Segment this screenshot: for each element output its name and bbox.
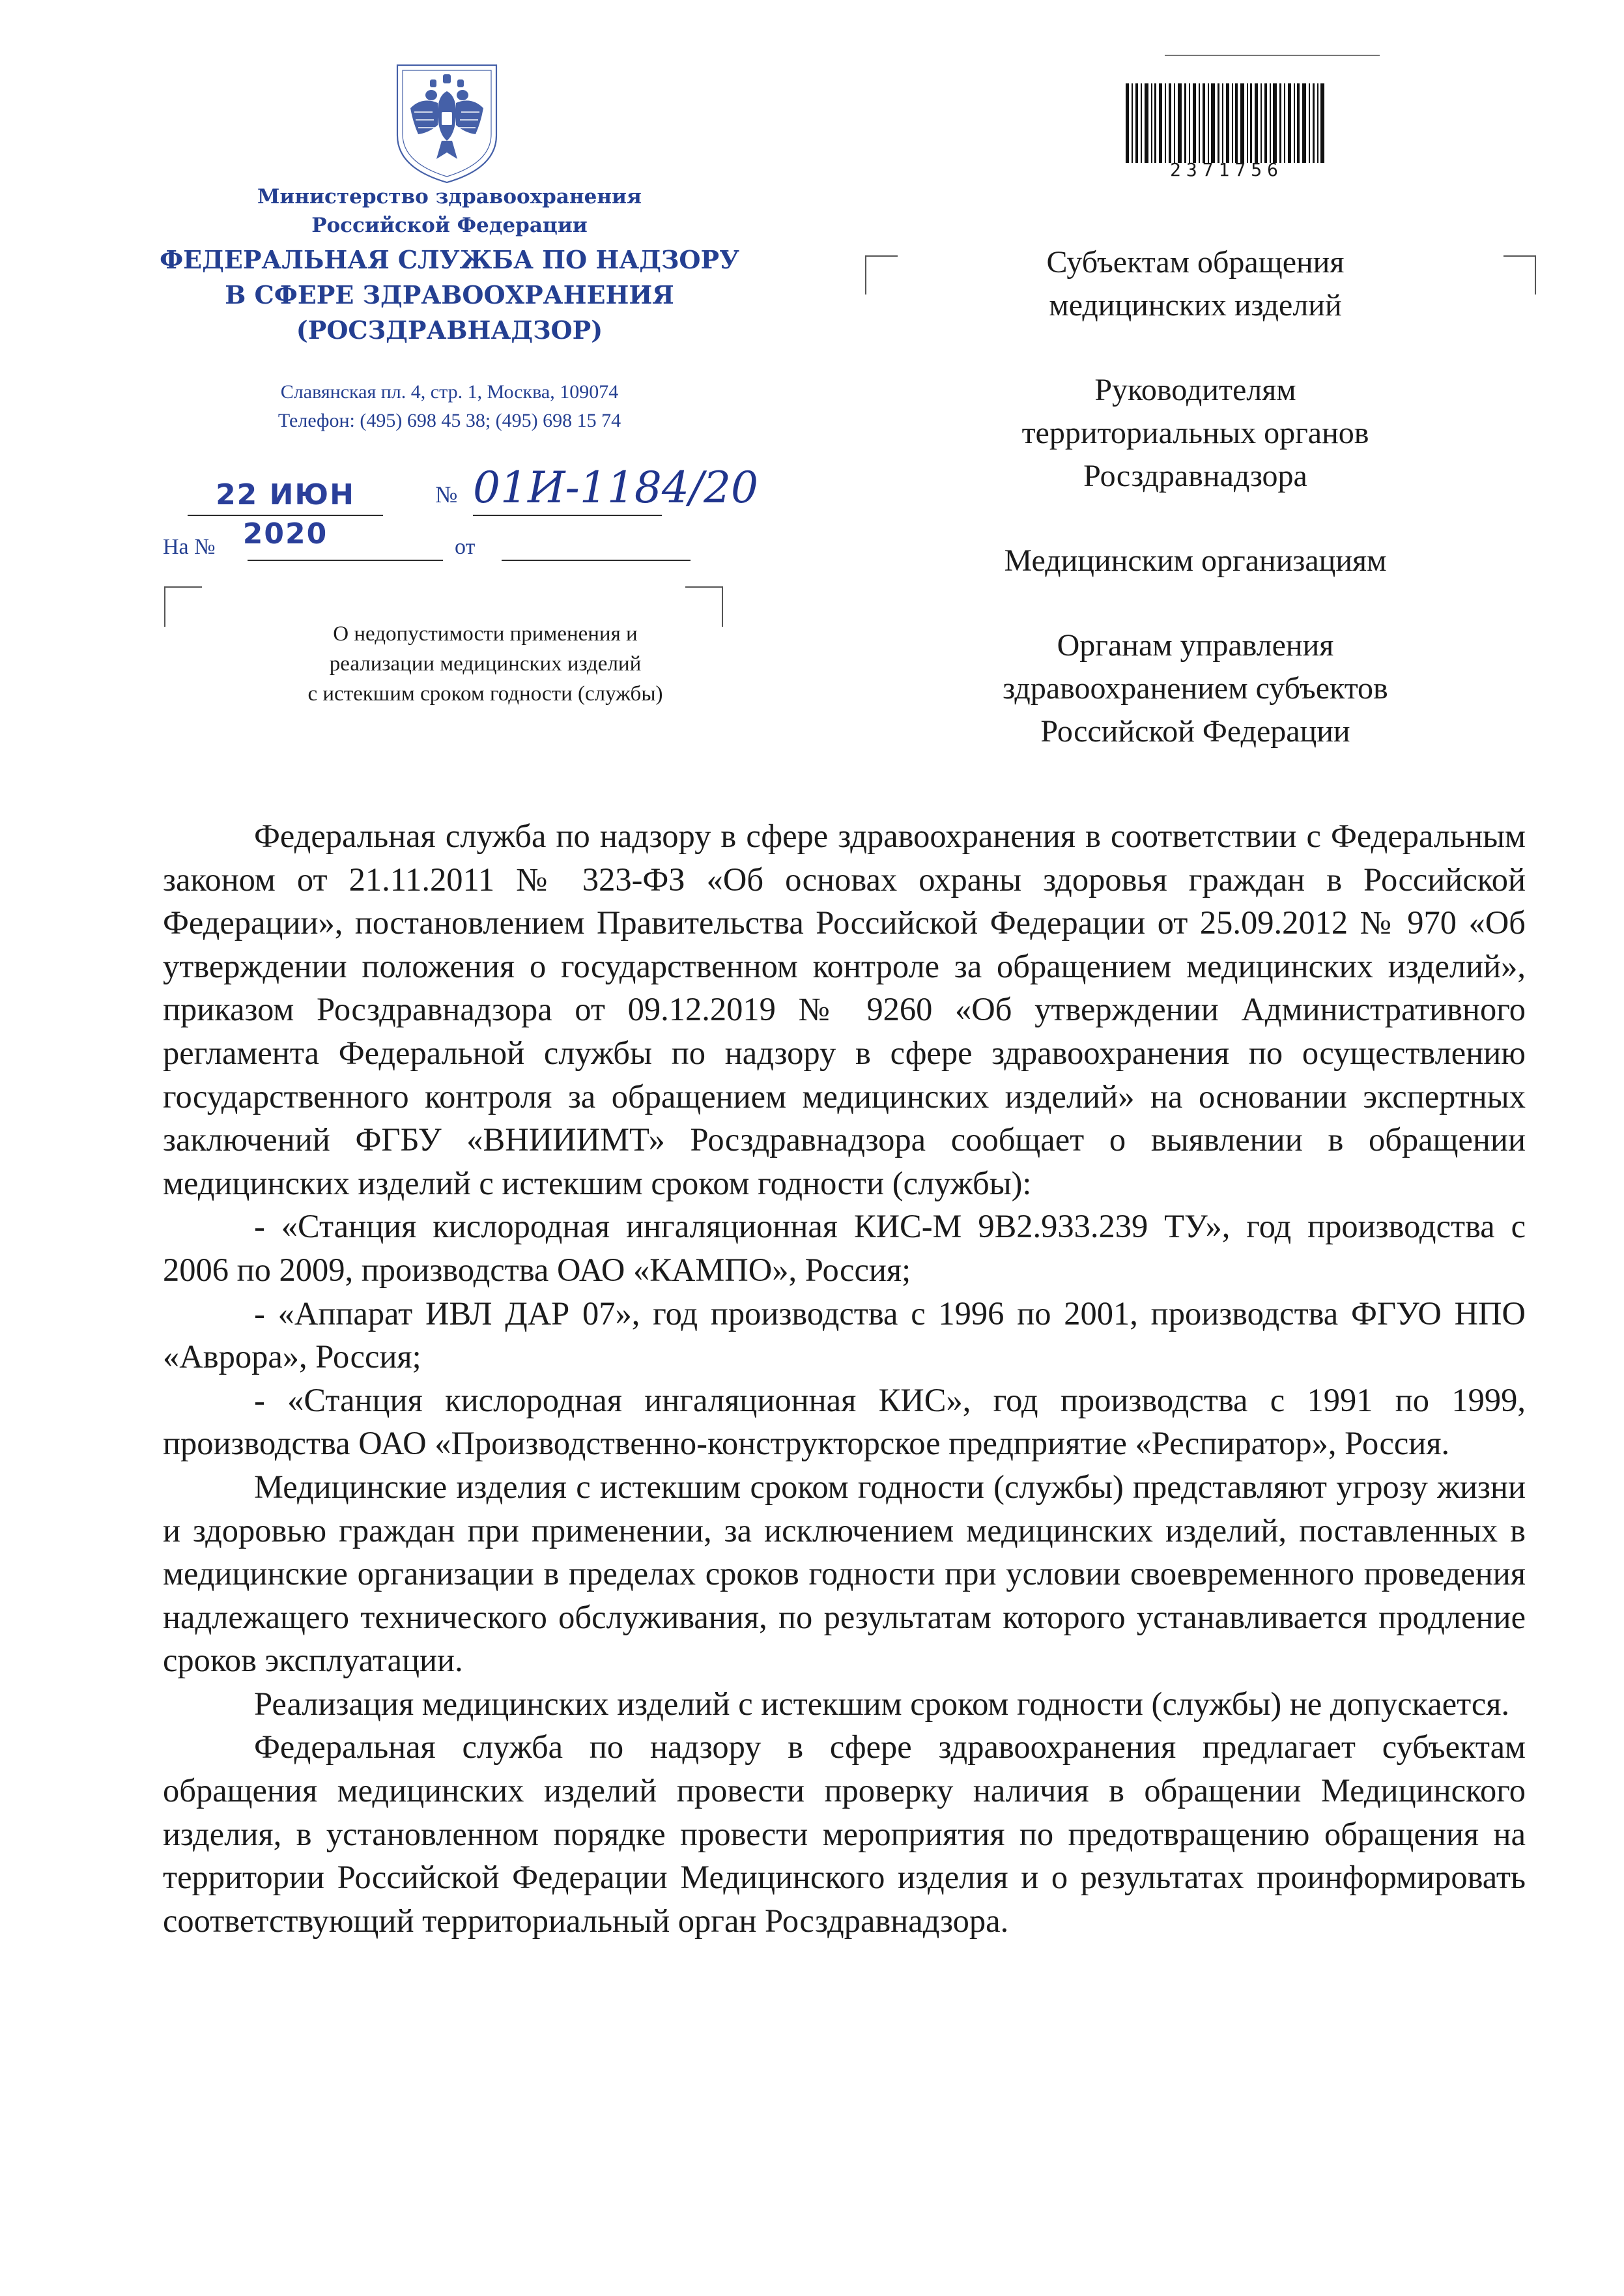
- addressee-line: здравоохранением субъектов: [1003, 671, 1388, 706]
- agency-line: ФЕДЕРАЛЬНАЯ СЛУЖБА ПО НАДЗОРУ: [160, 245, 739, 274]
- ministry-line: Министерство здравоохранения: [257, 185, 642, 208]
- reply-number-blank: [248, 560, 443, 561]
- addressee-item: [938, 241, 1453, 327]
- addressee-item: [938, 539, 1453, 582]
- letter-subject: [228, 619, 743, 709]
- addressee-line: Медицинским организациям: [1004, 543, 1387, 578]
- subject-line: с истекшим сроком годности (службы): [307, 682, 663, 706]
- agency-name: [137, 242, 762, 348]
- tear-line: [1165, 55, 1380, 56]
- reply-date-label: от: [455, 535, 476, 559]
- address-line: Славянская пл. 4, стр. 1, Москва, 109074: [280, 381, 619, 403]
- addressee-block: [938, 241, 1453, 795]
- device-list-item: - «Станция кислородная ингаляционная КИС-М 9В2.933.239 ТУ», год производства с 2006 по 2009, производства ОАО «КАМПО», Россия;: [163, 1208, 1526, 1288]
- number-sign: №: [435, 481, 458, 508]
- letter-body: [163, 814, 1526, 1942]
- document-number-handwritten: 01И-1184/20: [473, 461, 662, 516]
- coat-of-arms-emblem: [391, 57, 503, 188]
- addressee-line: территориальных органов: [1021, 416, 1369, 450]
- reply-number-label: На №: [163, 535, 216, 559]
- subject-line: реализации медицинских изделий: [329, 652, 642, 676]
- device-list-item: - «Станция кислородная ингаляционная КИС», год производства с 1991 по 1999, производства ОАО «Производственно-конструкторское предприятие «Респиратор», Россия.: [163, 1381, 1526, 1462]
- addressee-item: [938, 624, 1453, 753]
- body-paragraph: Реализация медицинских изделий с истекшим сроком годности (службы) не допускается.: [254, 1685, 1510, 1722]
- addressee-item: [938, 369, 1453, 498]
- ministry-line: Российской Федерации: [311, 214, 588, 237]
- addressee-bracket-left: [865, 255, 898, 294]
- reply-date-blank: [502, 560, 691, 561]
- addressee-line: Органам управления: [1057, 628, 1334, 663]
- body-paragraph: Федеральная служба по надзору в сфере здравоохранения предлагает субъектам обращения медицинских изделий провести проверку наличия в обращении Медицинского изделия, в установленном порядке провести мероприятия по предотвращению обращения на территории Российской Федерации Медицинского изделия и о результатах проинформировать соответствующий территориальный орган Росздравнадзора.: [163, 1729, 1526, 1939]
- body-paragraph: Медицинские изделия с истекшим сроком годности (службы) представляют угрозу жизни и здоровью граждан при применении, за исключением медицинских изделий, поставленных в медицинские организации в пределах сроков годности при условии своевременного проведения надлежащего технического обслуживания, по результатам которого устанавливается продление сроков эксплуатации.: [163, 1468, 1526, 1679]
- addressee-line: Субъектам обращения: [1046, 245, 1345, 280]
- agency-line: В СФЕРЕ ЗДРАВООХРАНЕНИЯ: [225, 280, 674, 309]
- barcode-number: 2371756: [1169, 159, 1283, 180]
- device-list-item: - «Аппарат ИВЛ ДАР 07», год производства с 1996 по 2001, производства ФГУО НПО «Аврора», Россия;: [163, 1295, 1526, 1375]
- body-paragraph: Федеральная служба по надзору в сфере здравоохранения в соответствии с Федеральным законом от 21.11.2011 № 323-ФЗ «Об основах охраны здоровья граждан в Российской Федерации», постановлением Правительства Российской Федерации от 25.09.2012 № 970 «Об утверждении положения о государственном контроле за обращением медицинских изделий», приказом Росздравнадзора от 09.12.2019 № 9260 «Об утверждении Административного регламента Федеральной службы по надзору в сфере здравоохранения по осуществлению государственного контроля за обращением медицинских изделий» на основании экспертных заключений ФГБУ «ВНИИИМТ» Росздравнадзора сообщает о выявлении в обращении медицинских изделий с истекшим сроком годности (службы):: [163, 818, 1526, 1201]
- addressee-line: Росздравнадзора: [1083, 459, 1307, 493]
- addressee-line: Российской Федерации: [1040, 714, 1350, 749]
- ministry-name: [163, 182, 736, 240]
- reply-reference-line: [163, 531, 736, 570]
- double-headed-eagle-icon: [391, 57, 503, 188]
- subject-line: О недопустимости применения и: [333, 622, 638, 646]
- agency-address: [163, 378, 736, 435]
- addressee-line: медицинских изделий: [1049, 288, 1342, 323]
- document-date-stamp: 22 ИЮН 2020: [188, 476, 383, 516]
- subject-bracket-left: [164, 586, 202, 627]
- addressee-line: Руководителям: [1094, 373, 1296, 407]
- barcode-icon: [1126, 83, 1324, 163]
- addressee-bracket-right: [1503, 255, 1536, 294]
- agency-line: (РОСЗДРАВНАДЗОР): [296, 315, 603, 345]
- barcode: [1126, 83, 1324, 163]
- phone-line: Телефон: (495) 698 45 38; (495) 698 15 74: [278, 410, 621, 431]
